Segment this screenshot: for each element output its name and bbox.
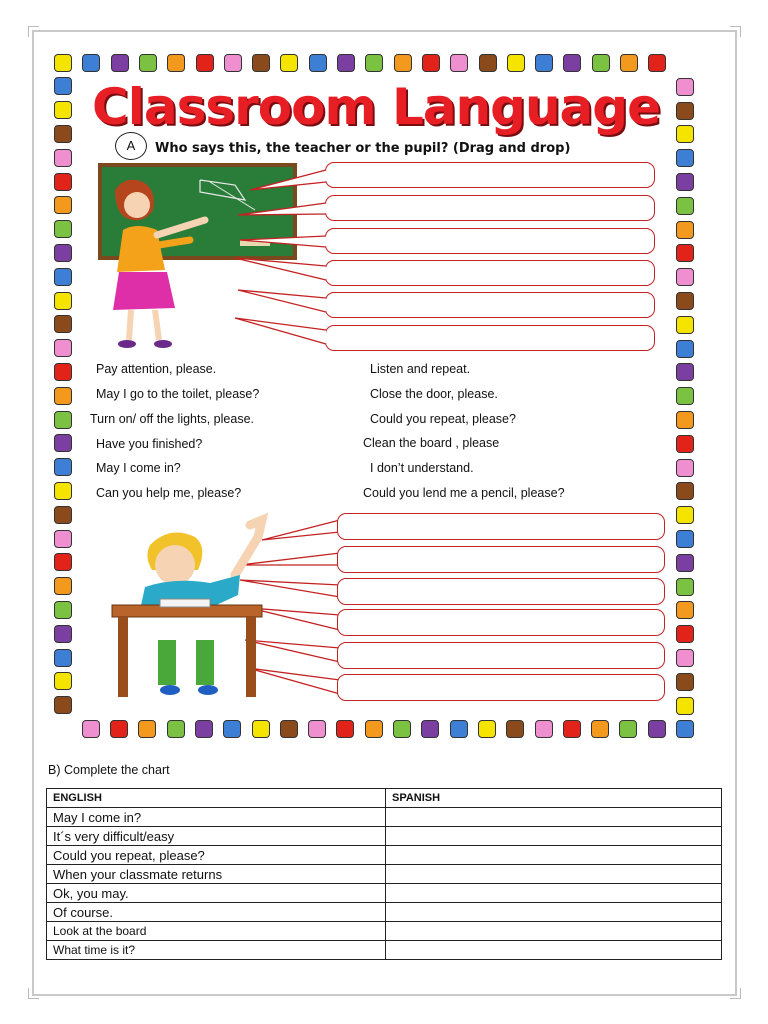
border-square (110, 720, 128, 738)
border-square (676, 173, 694, 191)
border-square (563, 720, 581, 738)
border-square (535, 54, 553, 72)
header-english: ENGLISH (47, 789, 386, 808)
border-square (676, 292, 694, 310)
border-square (676, 482, 694, 500)
border-square (450, 54, 468, 72)
table-row (47, 903, 722, 922)
pupil-illustration (100, 515, 270, 705)
border-square (676, 316, 694, 334)
header-spanish: SPANISH (386, 789, 722, 808)
section-a-question: Who says this, the teacher or the pupil? (Drag and drop) (155, 141, 571, 156)
border-square (308, 720, 326, 738)
border-square (676, 530, 694, 548)
page-corner-mark (28, 988, 39, 999)
border-square (676, 720, 694, 738)
pupil-answer-bubble-1[interactable] (337, 513, 665, 540)
border-square (280, 54, 298, 72)
spanish-answer-cell[interactable] (386, 808, 722, 827)
phrase-item[interactable]: Listen and repeat. (370, 362, 471, 376)
border-square (648, 54, 666, 72)
border-square (421, 720, 439, 738)
pupil-answer-bubble-4[interactable] (337, 609, 665, 636)
border-square (422, 54, 440, 72)
border-square (676, 649, 694, 667)
border-square (54, 101, 72, 119)
border-square (54, 696, 72, 714)
teacher-answer-bubble-2[interactable] (325, 195, 655, 221)
phrase-item[interactable]: Pay attention, please. (96, 362, 217, 376)
border-square (54, 173, 72, 191)
phrase-item[interactable]: Can you help me, please? (96, 486, 242, 500)
border-square (676, 78, 694, 96)
border-square (365, 720, 383, 738)
phrase-item[interactable]: Could you repeat, please? (370, 412, 516, 426)
border-square (676, 149, 694, 167)
spanish-answer-cell[interactable] (386, 827, 722, 846)
border-square (394, 54, 412, 72)
border-square (54, 387, 72, 405)
english-cell: Look at the board (47, 922, 386, 941)
border-square (54, 149, 72, 167)
table-row (47, 827, 722, 846)
border-square (676, 554, 694, 572)
spanish-answer-cell[interactable] (386, 941, 722, 960)
border-square (195, 720, 213, 738)
border-square (676, 102, 694, 120)
border-square (138, 720, 156, 738)
border-square (54, 292, 72, 310)
border-square (54, 244, 72, 262)
phrase-item[interactable]: May I come in? (96, 461, 181, 475)
border-square (478, 720, 496, 738)
border-square (676, 625, 694, 643)
spanish-answer-cell[interactable] (386, 884, 722, 903)
border-square (252, 54, 270, 72)
phrase-item[interactable]: Could you lend me a pencil, please? (363, 486, 565, 500)
teacher-answer-bubble-4[interactable] (325, 260, 655, 286)
border-square (54, 54, 72, 72)
phrase-item[interactable]: May I go to the toilet, please? (96, 387, 260, 401)
border-square (393, 720, 411, 738)
border-square (54, 649, 72, 667)
border-square (54, 220, 72, 238)
teacher-answer-bubble-3[interactable] (325, 228, 655, 254)
border-square (54, 315, 72, 333)
page-corner-mark (730, 988, 741, 999)
table-row (47, 922, 722, 941)
border-square (535, 720, 553, 738)
phrase-item[interactable]: Turn on/ off the lights, please. (90, 412, 254, 426)
border-square (54, 363, 72, 381)
table-row (47, 941, 722, 960)
border-square (196, 54, 214, 72)
border-square (54, 268, 72, 286)
border-square (280, 720, 298, 738)
table-row (47, 808, 722, 827)
border-square (676, 387, 694, 405)
border-square (54, 553, 72, 571)
border-square (54, 196, 72, 214)
border-square (54, 625, 72, 643)
phrase-item[interactable]: Close the door, please. (370, 387, 498, 401)
border-square (54, 411, 72, 429)
table-row (47, 884, 722, 903)
pupil-answer-bubble-6[interactable] (337, 674, 665, 701)
table-row (47, 846, 722, 865)
border-square (676, 459, 694, 477)
border-square (620, 54, 638, 72)
border-square (648, 720, 666, 738)
teacher-illustration (95, 160, 305, 355)
phrase-item[interactable]: Clean the board , please (363, 436, 500, 450)
translation-chart (46, 788, 722, 960)
teacher-answer-bubble-5[interactable] (325, 292, 655, 318)
border-square (506, 720, 524, 738)
border-square (54, 672, 72, 690)
border-square (54, 125, 72, 143)
border-square (676, 340, 694, 358)
border-square (676, 244, 694, 262)
spanish-answer-cell[interactable] (386, 903, 722, 922)
border-square (139, 54, 157, 72)
border-square (676, 601, 694, 619)
border-square (563, 54, 581, 72)
border-square (676, 268, 694, 286)
spanish-answer-cell[interactable] (386, 922, 722, 941)
border-square (54, 339, 72, 357)
border-square (337, 54, 355, 72)
border-square (676, 197, 694, 215)
border-square (591, 720, 609, 738)
worksheet-title: Classroom Language (92, 78, 660, 136)
pupil-answer-bubble-5[interactable] (337, 642, 665, 669)
teacher-answer-bubble-6[interactable] (325, 325, 655, 351)
border-square (676, 435, 694, 453)
english-cell: Of course. (47, 903, 386, 922)
border-square (450, 720, 468, 738)
english-cell: Ok, you may. (47, 884, 386, 903)
border-square (111, 54, 129, 72)
section-a-marker: A (115, 132, 147, 160)
border-square (54, 482, 72, 500)
page-corner-mark (28, 26, 39, 37)
border-square (336, 720, 354, 738)
english-cell: It´s very difficult/easy (47, 827, 386, 846)
pupil-answer-bubble-2[interactable] (337, 546, 665, 573)
english-cell: What time is it? (47, 941, 386, 960)
english-cell: Could you repeat, please? (47, 846, 386, 865)
border-square (224, 54, 242, 72)
border-square (82, 54, 100, 72)
spanish-answer-cell[interactable] (386, 865, 722, 884)
teacher-answer-bubble-1[interactable] (325, 162, 655, 188)
border-square (365, 54, 383, 72)
spanish-answer-cell[interactable] (386, 846, 722, 865)
border-square (54, 530, 72, 548)
page-corner-mark (730, 26, 741, 37)
border-square (592, 54, 610, 72)
phrase-item[interactable]: I don’t understand. (370, 461, 474, 475)
border-square (676, 363, 694, 381)
border-square (54, 77, 72, 95)
border-square (167, 720, 185, 738)
border-square (54, 458, 72, 476)
border-square (676, 125, 694, 143)
table-row (47, 865, 722, 884)
border-square (54, 601, 72, 619)
border-square (676, 578, 694, 596)
border-square (252, 720, 270, 738)
border-square (676, 697, 694, 715)
english-cell: May I come in? (47, 808, 386, 827)
border-square (82, 720, 100, 738)
phrase-item[interactable]: Have you finished? (96, 437, 203, 451)
border-square (309, 54, 327, 72)
border-square (223, 720, 241, 738)
border-square (479, 54, 497, 72)
border-square (676, 506, 694, 524)
table-header-row (47, 789, 722, 808)
border-square (167, 54, 185, 72)
section-b-instruction: B) Complete the chart (48, 763, 170, 777)
border-square (676, 411, 694, 429)
border-square (619, 720, 637, 738)
border-square (676, 673, 694, 691)
pupil-answer-bubble-3[interactable] (337, 578, 665, 605)
border-square (54, 434, 72, 452)
border-square (54, 506, 72, 524)
english-cell: When your classmate returns (47, 865, 386, 884)
border-square (54, 577, 72, 595)
border-square (676, 221, 694, 239)
border-square (507, 54, 525, 72)
